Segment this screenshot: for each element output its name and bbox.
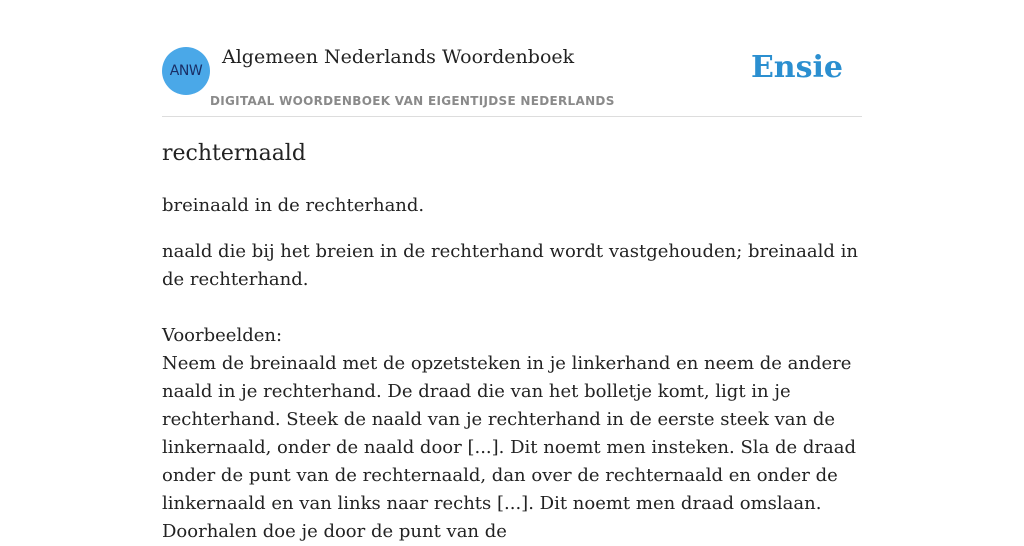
- example-text: Neem de breinaald met de opzetsteken in je linkerhand en neem de andere naald in je rechterhand. De draad die van het bolletje komt, ligt in je rechterhand. Steek de naald van je rechterhand in de eerste steek van de linkernaald, onder de naald door [...]. Dit noemt men insteken. Sla de draad onder de punt van de rechternaald, dan over de rechternaald en onder de linkernaald en van links naar rechts [...]. Dit noemt men draad omslaan. Doorhalen doe je door de punt van de: [162, 353, 857, 542]
- short-definition: breinaald in de rechterhand.: [162, 195, 425, 216]
- site-title[interactable]: Algemeen Nederlands Woordenboek: [222, 46, 575, 68]
- definition: naald die bij het breien in de rechterhand wordt vastgehouden; breinaald in de rechterhand.: [162, 241, 858, 290]
- headword: rechternaald: [162, 141, 306, 166]
- logo-text: ANW: [169, 63, 203, 79]
- site-header: [162, 46, 862, 117]
- brand-logo[interactable]: Ensie: [750, 50, 843, 85]
- site-subtitle: DIGITAAL WOORDENBOEK VAN EIGENTIJDSE NEDERLANDS: [210, 94, 615, 108]
- entry-content: [162, 138, 864, 546]
- anw-logo[interactable]: [162, 47, 210, 95]
- examples-label: Voorbeelden:: [162, 325, 283, 346]
